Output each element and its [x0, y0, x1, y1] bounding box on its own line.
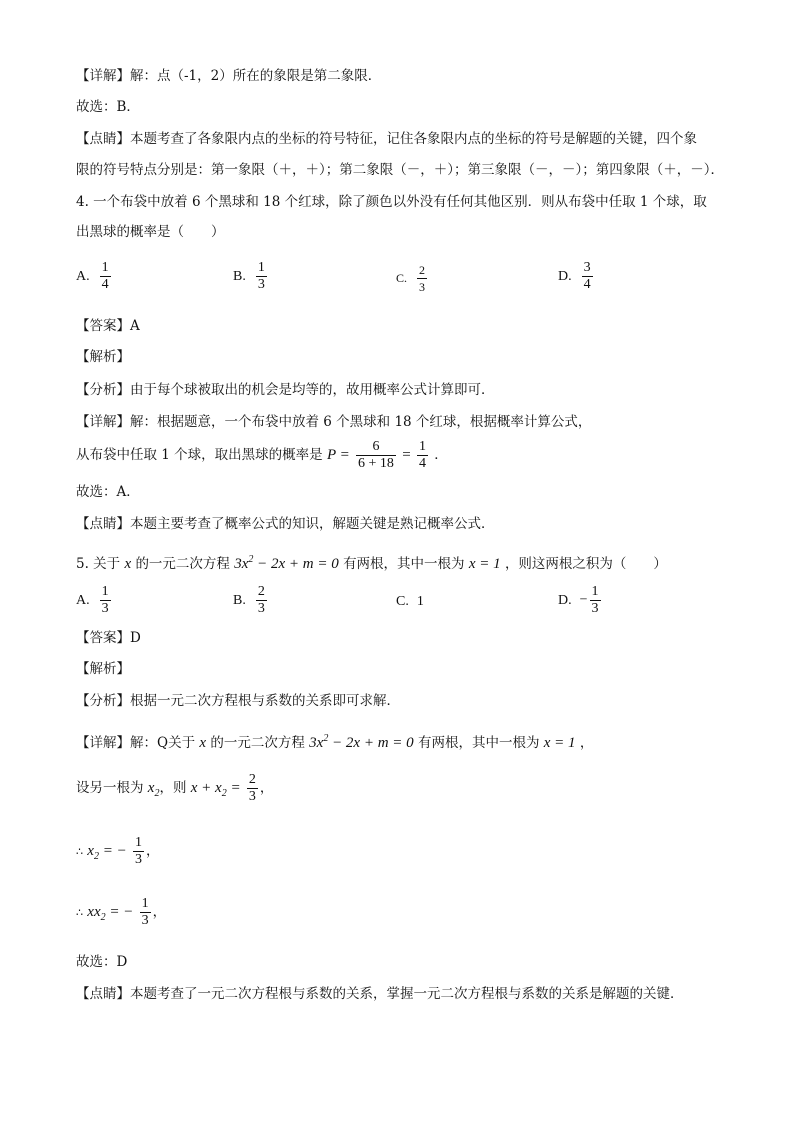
- fraction: $\frac{6}{6 + 18}$: [358, 439, 394, 471]
- question-5-text: 5. 关于 x 的一元二次方程 $3x^2 - 2x + m = 0$ 有两根，其中一根为 x = 1 ，则这两根之积为（ ）: [76, 554, 667, 572]
- text-line: ∴ $x_2$ = − $\frac{1}{3}$ ，: [76, 835, 160, 867]
- text-line: 故选：D: [76, 954, 128, 970]
- q5-option-d: D. − $\frac{1}{3}$: [558, 584, 599, 616]
- text-line: 故选：A．: [76, 484, 140, 500]
- fraction: $\frac{2}{3}$: [419, 263, 426, 294]
- text-line: 【分析】由于每个球被取出的机会是均等的，故用概率公式计算即可．: [76, 382, 495, 398]
- fraction: $\frac{2}{3}$: [248, 772, 256, 804]
- q5-option-b: B. $\frac{2}{3}$: [233, 584, 265, 616]
- text-line: 【详解】解：Q关于 x 的一元二次方程 $3x^2 - 2x + m = 0$ 有两根，其中一根为 x = 1 ，: [76, 733, 594, 751]
- answer-label: 【答案】A: [76, 318, 140, 334]
- q4-option-d: D. $\frac{3}{4}$: [558, 260, 591, 292]
- question-4-text: 出黑球的概率是（ ）: [76, 224, 225, 240]
- q5-option-a: A. $\frac{1}{3}$: [76, 584, 109, 616]
- text-line: 【详解】解：根据题意，一个布袋中放着 6 个黑球和 18 个红球，根据概率计算公式，: [76, 414, 592, 430]
- fraction: $\frac{1}{3}$: [135, 835, 143, 867]
- probability-line: 从布袋中任取 1 个球，取出黑球的概率是 P = $\frac{6}{6 + 18}$ = $\frac{1}{4}$ ．: [76, 439, 448, 471]
- question-4-text: 4. 一个布袋中放着 6 个黑球和 18 个红球，除了颜色以外没有任何其他区别．则从布袋中任取 1 个球，取: [76, 194, 707, 210]
- fraction: $\frac{1}{3}$: [257, 260, 265, 292]
- fraction: $\frac{1}{3}$: [141, 896, 149, 928]
- text-line: ∴ $xx_2$ = − $\frac{1}{3}$ ，: [76, 896, 167, 928]
- text-line: 【分析】根据一元二次方程根与系数的关系即可求解．: [76, 693, 400, 709]
- text-line: 设另一根为 $x_2$，则 $x + x_2$ = $\frac{2}{3}$ ，: [76, 772, 274, 804]
- q4-option-c: C. $\frac{2}{3}$: [396, 263, 426, 294]
- q4-option-a: A. $\frac{1}{4}$: [76, 260, 109, 292]
- text-line: 限的符号特点分别是：第一象限（＋，＋）；第二象限（－，＋）；第三象限（－，－）；第四象限（＋，－）．: [76, 162, 724, 178]
- fraction: $\frac{3}{4}$: [583, 260, 591, 292]
- text-line: 【点睛】本题考查了各象限内点的坐标的符号特征，记住各象限内点的坐标的符号是解题的关键，四个象: [76, 131, 697, 147]
- text-line: 【点睛】本题主要考查了概率公式的知识，解题关键是熟记概率公式．: [76, 516, 495, 532]
- text-line: 【点睛】本题考查了一元二次方程根与系数的关系，掌握一元二次方程根与系数的关系是解题的关键．: [76, 986, 684, 1002]
- fraction: $\frac{2}{3}$: [257, 584, 265, 616]
- fraction: $\frac{1}{3}$: [101, 584, 109, 616]
- q4-option-b: B. $\frac{1}{3}$: [233, 260, 265, 292]
- fraction: $\frac{1}{4}$: [419, 439, 426, 471]
- analysis-heading: 【解析】: [76, 349, 130, 365]
- analysis-heading: 【解析】: [76, 661, 130, 677]
- text-line: 【详解】解：点（-1，2）所在的象限是第二象限．: [76, 68, 382, 84]
- text-line: 故选：B．: [76, 99, 140, 115]
- answer-label: 【答案】D: [76, 630, 141, 646]
- fraction: $\frac{1}{3}$: [591, 584, 599, 616]
- fraction: $\frac{1}{4}$: [101, 260, 109, 292]
- q5-option-c: C. 1: [396, 594, 424, 610]
